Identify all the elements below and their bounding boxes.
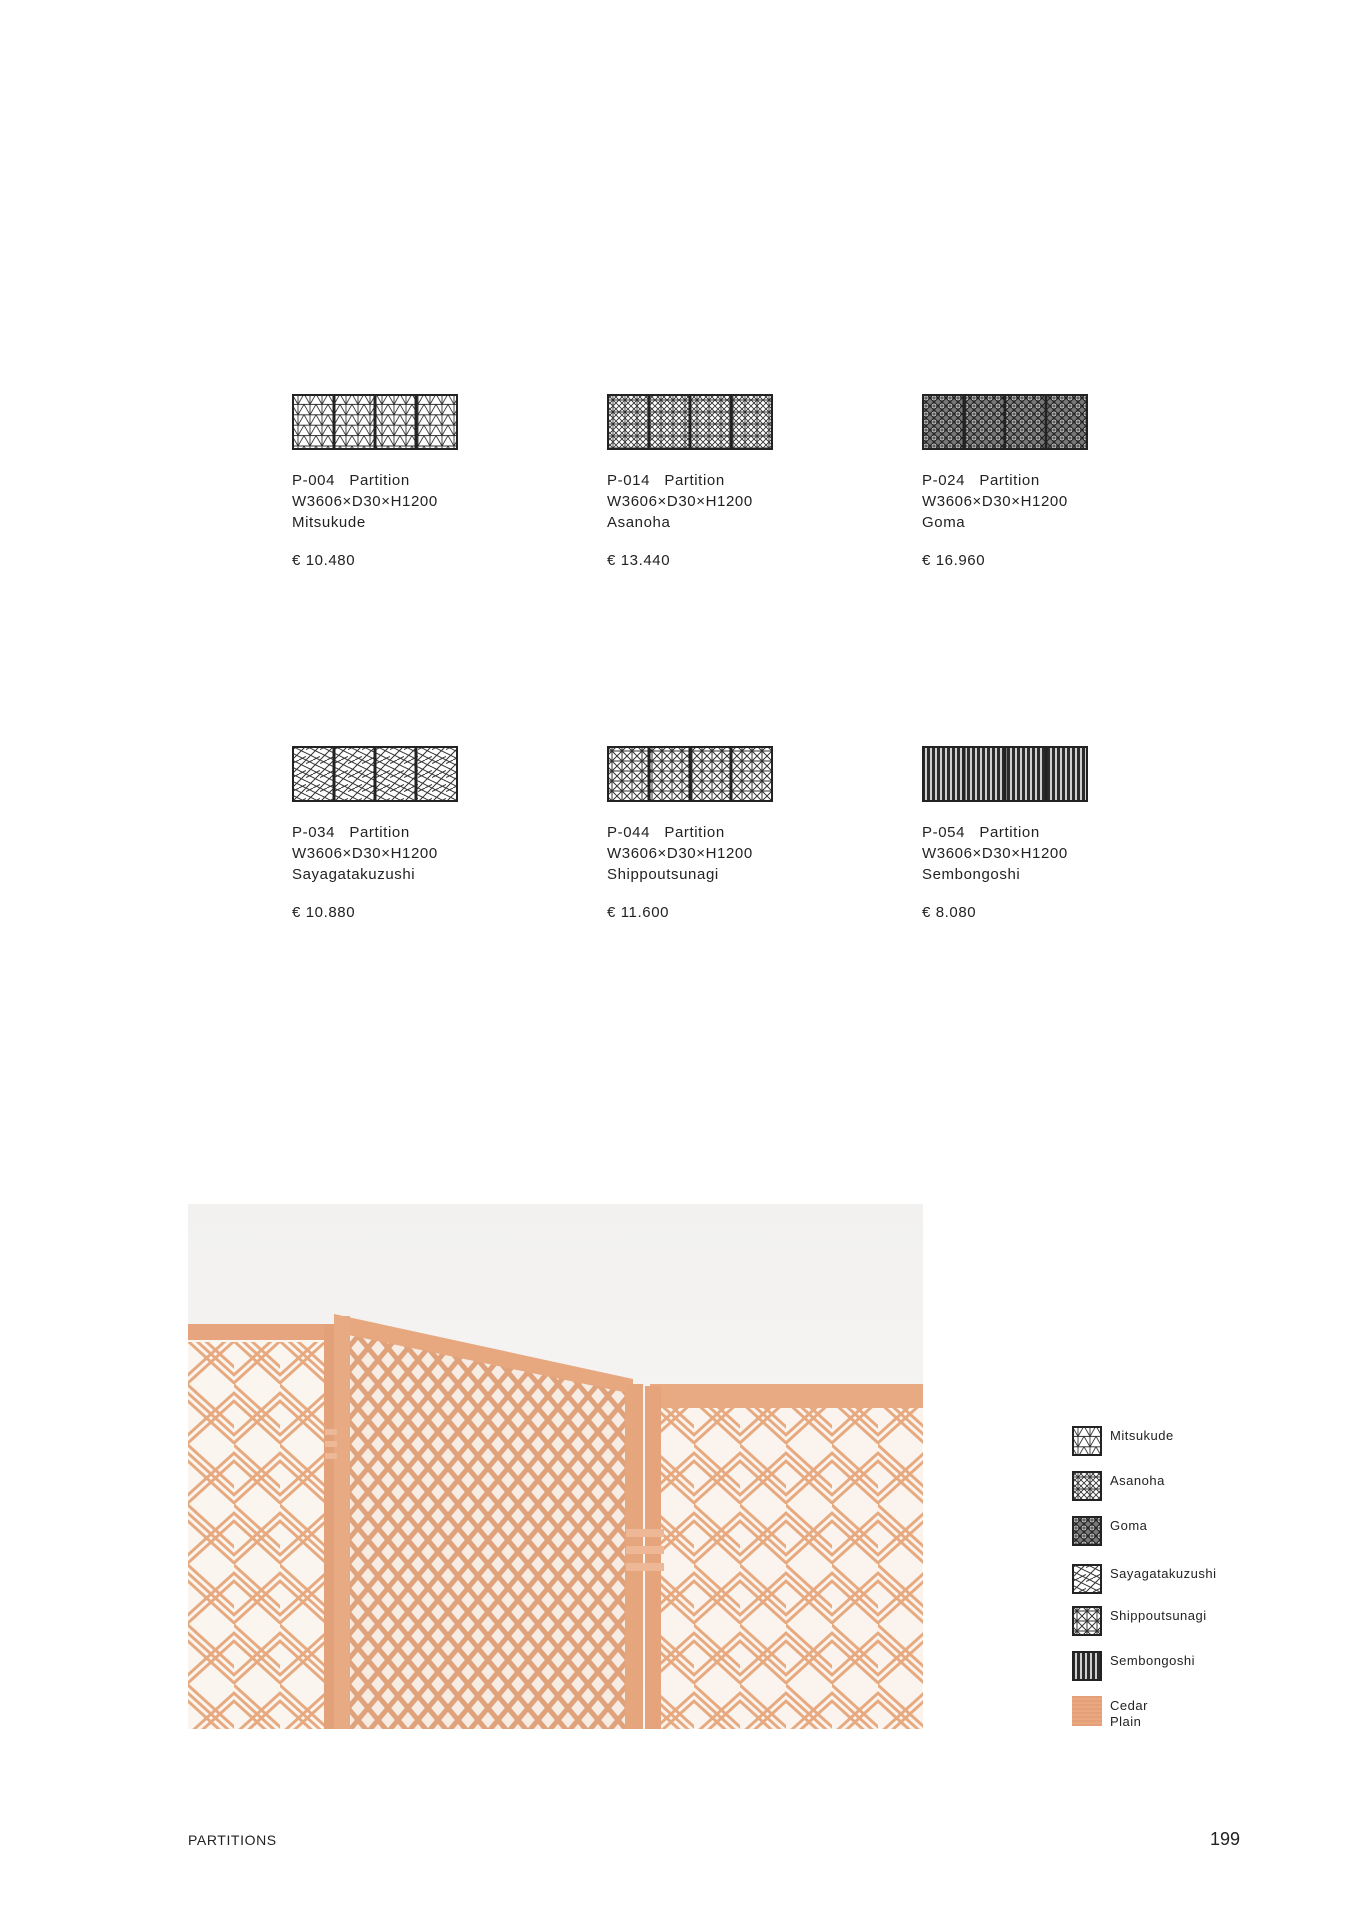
footer-section-title: PARTITIONS <box>188 1832 277 1848</box>
product-dimensions: W3606×D30×H1200 <box>607 845 753 862</box>
product-type: Partition <box>979 824 1040 841</box>
legend-label: Asanoha <box>1110 1473 1165 1488</box>
product-card <box>922 746 1142 921</box>
legend-label: Cedar Plain <box>1110 1698 1148 1729</box>
product-type: Partition <box>349 472 410 489</box>
product-code: P-024 <box>922 472 966 489</box>
sembongoshi-pattern-icon <box>922 746 1088 802</box>
product-code: P-054 <box>922 824 966 841</box>
product-code-line <box>922 822 1142 843</box>
legend-label: Goma <box>1110 1518 1148 1533</box>
product-type: Partition <box>349 824 410 841</box>
product-card <box>607 394 827 569</box>
product-pattern-name: Sembongoshi <box>922 866 1021 883</box>
sembongoshi-swatch-icon <box>1072 1651 1102 1681</box>
mitsukude-pattern-icon <box>292 394 458 450</box>
product-code-line <box>607 470 827 491</box>
product-type: Partition <box>664 824 725 841</box>
product-dimensions: W3606×D30×H1200 <box>922 845 1068 862</box>
sayagatakuzushi-swatch-icon <box>1072 1564 1102 1594</box>
product-dimensions: W3606×D30×H1200 <box>292 845 438 862</box>
legend-label: Sayagatakuzushi <box>1110 1566 1217 1581</box>
product-pattern-name: Asanoha <box>607 514 671 531</box>
product-pattern-name: Shippoutsunagi <box>607 866 719 883</box>
legend-label: Mitsukude <box>1110 1428 1174 1443</box>
product-dimensions: W3606×D30×H1200 <box>607 493 753 510</box>
product-price: € 10.480 <box>292 552 356 569</box>
sayagatakuzushi-pattern-icon <box>292 746 458 802</box>
product-card <box>607 746 827 921</box>
product-price: € 11.600 <box>607 904 670 921</box>
product-dimensions: W3606×D30×H1200 <box>922 493 1068 510</box>
cedar-plain-swatch-icon <box>1072 1696 1102 1726</box>
legend-label: Sembongoshi <box>1110 1653 1195 1668</box>
page-number: 199 <box>1209 1829 1240 1849</box>
partition-photo <box>188 1204 923 1729</box>
legend-label: Shippoutsunagi <box>1110 1608 1207 1623</box>
shippoutsunagi-pattern-icon <box>607 746 773 802</box>
mitsukude-swatch-icon <box>1072 1426 1102 1456</box>
product-code: P-014 <box>607 472 651 489</box>
product-code: P-034 <box>292 824 336 841</box>
product-price: € 16.960 <box>922 552 986 569</box>
product-pattern-name: Mitsukude <box>292 514 366 531</box>
product-pattern-name: Goma <box>922 514 966 531</box>
shippoutsunagi-swatch-icon <box>1072 1606 1102 1636</box>
product-dimensions: W3606×D30×H1200 <box>292 493 438 510</box>
asanoha-swatch-icon <box>1072 1471 1102 1501</box>
product-code-line <box>292 822 512 843</box>
product-card <box>292 394 512 569</box>
product-price: € 13.440 <box>607 552 671 569</box>
product-type: Partition <box>979 472 1040 489</box>
goma-pattern-icon <box>922 394 1088 450</box>
asanoha-pattern-icon <box>607 394 773 450</box>
product-code-line <box>292 470 512 491</box>
product-code: P-044 <box>607 824 651 841</box>
product-price: € 10.880 <box>292 904 356 921</box>
product-card <box>922 394 1142 569</box>
product-pattern-name: Sayagatakuzushi <box>292 866 416 883</box>
product-price: € 8.080 <box>922 904 977 921</box>
product-card <box>292 746 512 921</box>
product-code-line <box>922 470 1142 491</box>
product-type: Partition <box>664 472 725 489</box>
product-code: P-004 <box>292 472 336 489</box>
goma-swatch-icon <box>1072 1516 1102 1546</box>
product-code-line <box>607 822 827 843</box>
